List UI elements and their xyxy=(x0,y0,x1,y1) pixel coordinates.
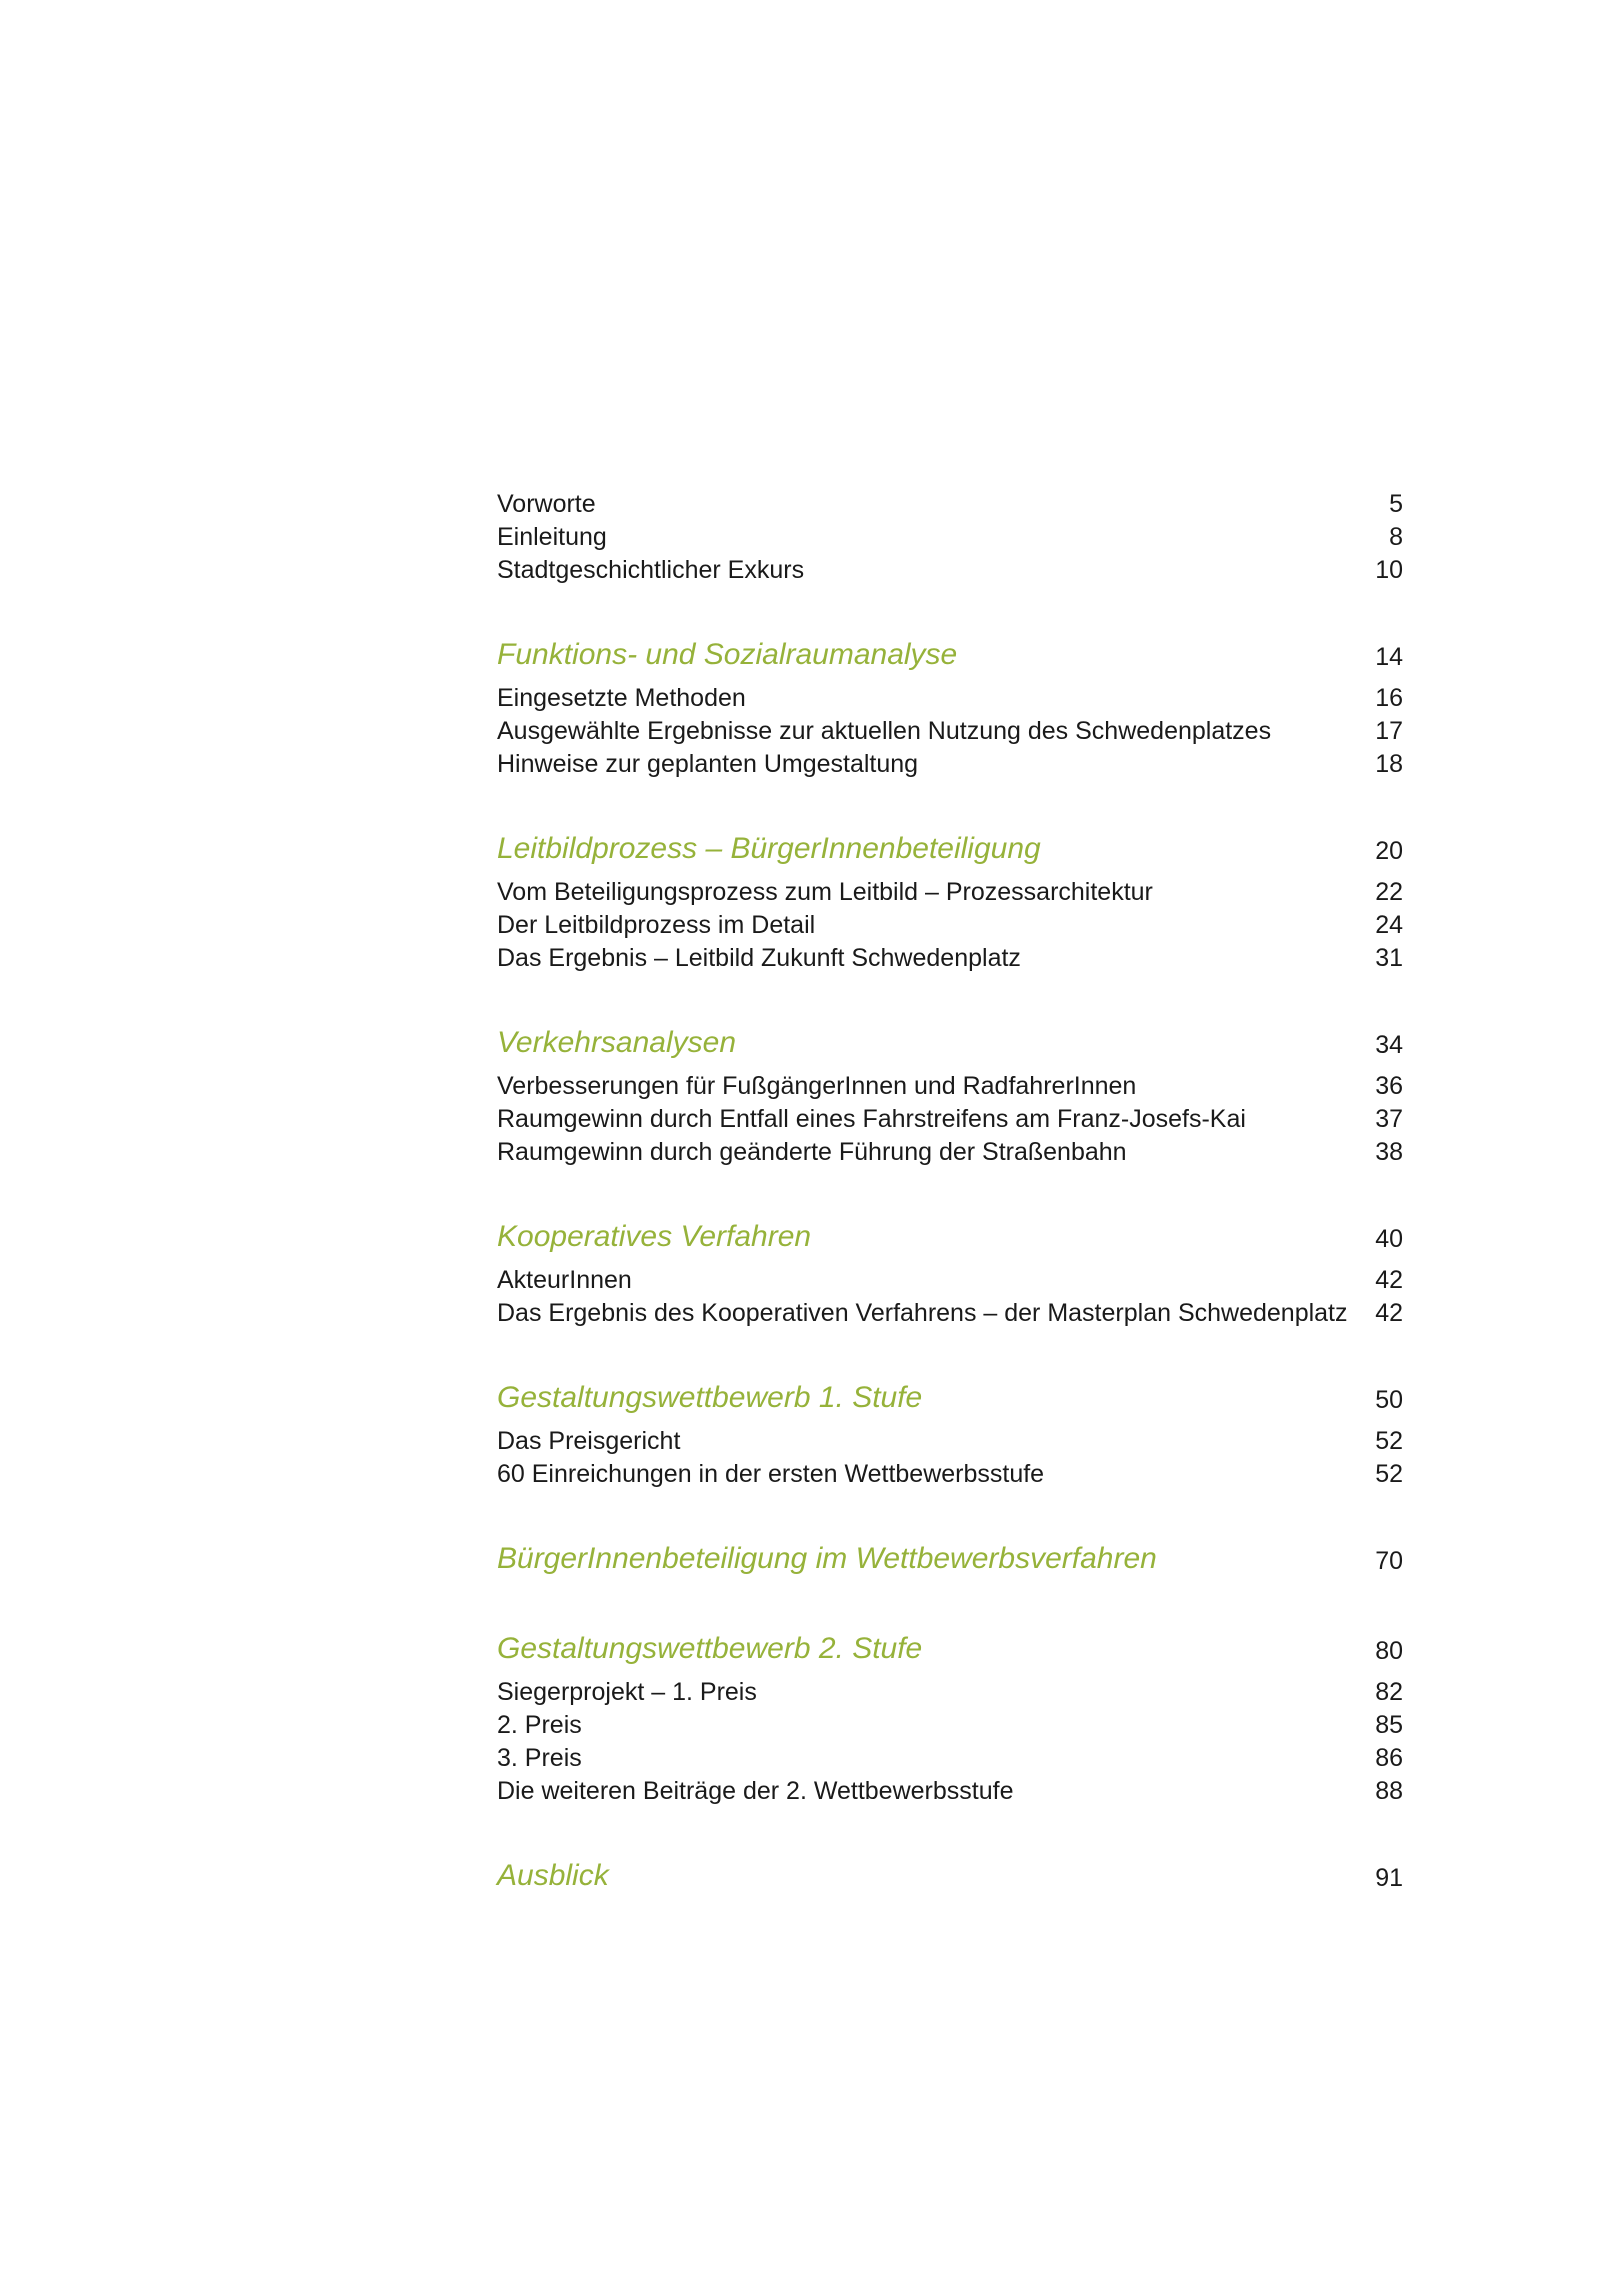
toc-section-page: 14 xyxy=(1375,643,1403,671)
toc-entry-page: 38 xyxy=(1375,1138,1403,1166)
toc-section-page: 80 xyxy=(1375,1637,1403,1665)
toc-entry-title: Verbesserungen für FußgängerInnen und RadfahrerInnen xyxy=(497,1072,1137,1100)
toc-entry[interactable] xyxy=(497,942,1403,975)
toc-entry-page: 17 xyxy=(1375,717,1403,745)
toc-entry-page: 52 xyxy=(1375,1427,1403,1455)
toc-section-title: Funktions- und Sozialraumanalyse xyxy=(497,638,958,671)
toc-entry-title: 3. Preis xyxy=(497,1744,582,1772)
toc-entry-page: 88 xyxy=(1375,1777,1403,1805)
toc-section-page: 70 xyxy=(1375,1547,1403,1575)
toc-section-page: 40 xyxy=(1375,1225,1403,1253)
toc-entry[interactable] xyxy=(497,1103,1403,1136)
toc-section-title: Verkehrsanalysen xyxy=(497,1026,737,1059)
toc-entry-page: 10 xyxy=(1375,556,1403,584)
toc-entry[interactable] xyxy=(497,876,1403,909)
toc-entry-page: 16 xyxy=(1375,684,1403,712)
toc-entry[interactable] xyxy=(497,488,1403,521)
toc-entry-page: 85 xyxy=(1375,1711,1403,1739)
toc-section-page: 91 xyxy=(1375,1864,1403,1892)
toc-entry-title: Die weiteren Beiträge der 2. Wettbewerbsstufe xyxy=(497,1777,1014,1805)
toc-section-heading[interactable] xyxy=(497,1215,1403,1259)
toc-entry-title: Einleitung xyxy=(497,523,607,551)
toc-entry[interactable] xyxy=(497,1742,1403,1775)
toc-entry-title: Das Ergebnis des Kooperativen Verfahrens – der Masterplan Schwedenplatz xyxy=(497,1299,1348,1327)
toc-entry[interactable] xyxy=(497,1425,1403,1458)
toc-entry-page: 52 xyxy=(1375,1460,1403,1488)
toc-section-heading[interactable] xyxy=(497,1854,1403,1898)
toc-entry[interactable] xyxy=(497,1458,1403,1491)
toc-entry[interactable] xyxy=(497,748,1403,781)
toc-entry[interactable] xyxy=(497,1676,1403,1709)
toc-section-title: Ausblick xyxy=(497,1859,609,1892)
toc-section-page: 50 xyxy=(1375,1386,1403,1414)
toc-entry[interactable] xyxy=(497,1136,1403,1169)
toc-entry-page: 42 xyxy=(1375,1266,1403,1294)
toc-entry-title: AkteurInnen xyxy=(497,1266,632,1294)
toc-section-title: Kooperatives Verfahren xyxy=(497,1220,812,1253)
toc-entry-title: Ausgewählte Ergebnisse zur aktuellen Nutzung des Schwedenplatzes xyxy=(497,717,1272,745)
toc-section-title: Gestaltungswettbewerb 1. Stufe xyxy=(497,1381,923,1414)
toc-section-heading[interactable] xyxy=(497,1021,1403,1065)
toc-entry-title: Vorworte xyxy=(497,490,596,518)
toc-entry[interactable] xyxy=(497,715,1403,748)
toc-entry[interactable] xyxy=(497,1070,1403,1103)
toc-entry-page: 37 xyxy=(1375,1105,1403,1133)
toc-section-title: BürgerInnenbeteiligung im Wettbewerbsverfahren xyxy=(497,1542,1157,1575)
toc-entry-title: Siegerprojekt – 1. Preis xyxy=(497,1678,757,1706)
table-of-contents xyxy=(497,488,1403,1898)
toc-entry-page: 31 xyxy=(1375,944,1403,972)
toc-entry-title: Der Leitbildprozess im Detail xyxy=(497,911,816,939)
toc-entry-page: 8 xyxy=(1389,523,1403,551)
toc-entry-page: 24 xyxy=(1375,911,1403,939)
toc-entry[interactable] xyxy=(497,682,1403,715)
toc-entry-title: Raumgewinn durch Entfall eines Fahrstreifens am Franz-Josefs-Kai xyxy=(497,1105,1246,1133)
toc-entry-title: Das Preisgericht xyxy=(497,1427,681,1455)
toc-section-heading[interactable] xyxy=(497,1537,1403,1581)
toc-entry-page: 42 xyxy=(1375,1299,1403,1327)
toc-section-title: Gestaltungswettbewerb 2. Stufe xyxy=(497,1632,923,1665)
toc-entry-title: Vom Beteiligungsprozess zum Leitbild – Prozessarchitektur xyxy=(497,878,1153,906)
toc-entry-page: 86 xyxy=(1375,1744,1403,1772)
toc-entry-title: Hinweise zur geplanten Umgestaltung xyxy=(497,750,919,778)
toc-section-title: Leitbildprozess – BürgerInnenbeteiligung xyxy=(497,832,1041,865)
toc-entry-page: 82 xyxy=(1375,1678,1403,1706)
toc-entry[interactable] xyxy=(497,1775,1403,1808)
toc-entry-page: 22 xyxy=(1375,878,1403,906)
toc-section-page: 20 xyxy=(1375,837,1403,865)
toc-section-page: 34 xyxy=(1375,1031,1403,1059)
toc-entry[interactable] xyxy=(497,1709,1403,1742)
toc-section-heading[interactable] xyxy=(497,633,1403,677)
toc-entry-title: Eingesetzte Methoden xyxy=(497,684,746,712)
toc-entry-title: 60 Einreichungen in der ersten Wettbewerbsstufe xyxy=(497,1460,1045,1488)
toc-entry[interactable] xyxy=(497,554,1403,587)
toc-entry[interactable] xyxy=(497,909,1403,942)
toc-entry-title: 2. Preis xyxy=(497,1711,582,1739)
toc-entry-page: 5 xyxy=(1389,490,1403,518)
toc-entry-title: Raumgewinn durch geänderte Führung der Straßenbahn xyxy=(497,1138,1127,1166)
toc-entry[interactable] xyxy=(497,1264,1403,1297)
toc-entry[interactable] xyxy=(497,1297,1403,1330)
toc-section-heading[interactable] xyxy=(497,827,1403,871)
toc-section-heading[interactable] xyxy=(497,1376,1403,1420)
toc-entry-title: Stadtgeschichtlicher Exkurs xyxy=(497,556,805,584)
toc-entry-title: Das Ergebnis – Leitbild Zukunft Schwedenplatz xyxy=(497,944,1021,972)
toc-entry[interactable] xyxy=(497,521,1403,554)
toc-entry-page: 36 xyxy=(1375,1072,1403,1100)
toc-section-heading[interactable] xyxy=(497,1627,1403,1671)
toc-entry-page: 18 xyxy=(1375,750,1403,778)
